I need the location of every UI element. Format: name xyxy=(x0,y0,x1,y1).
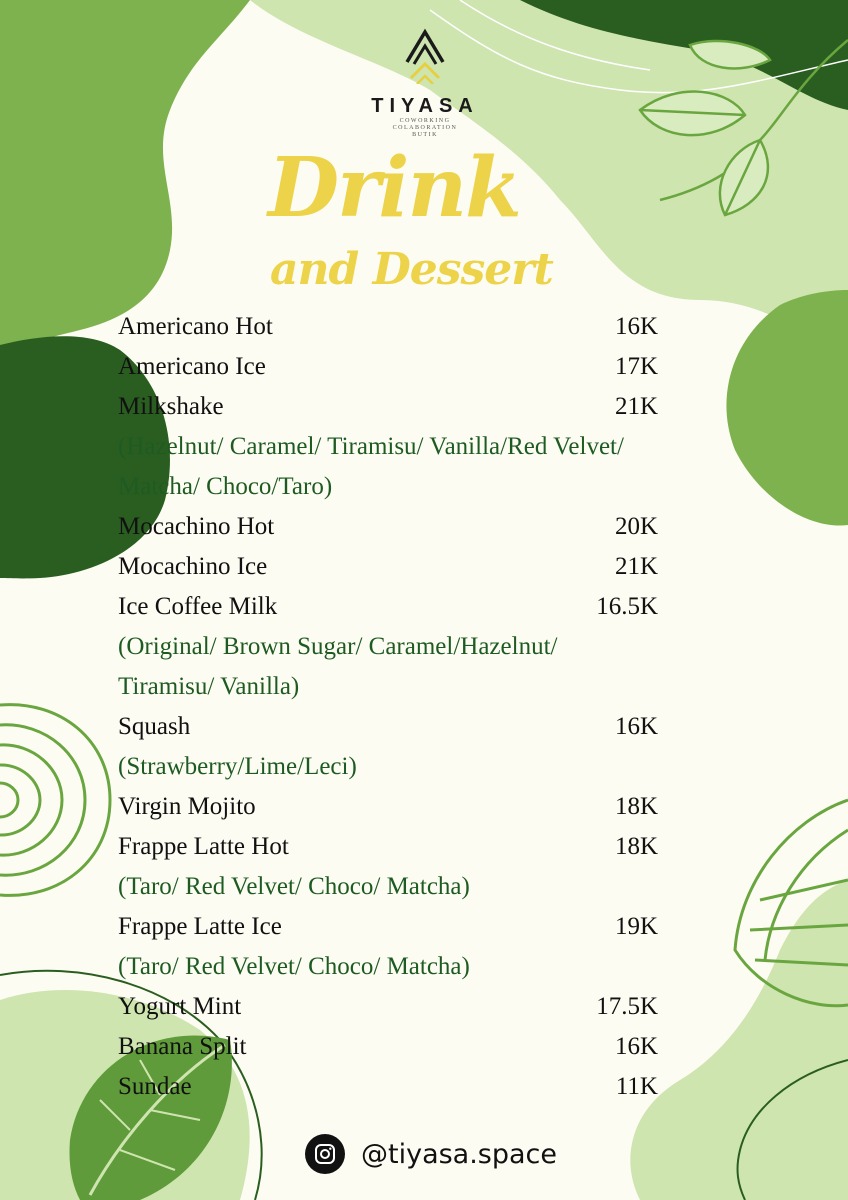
ring-pattern-left xyxy=(0,705,110,896)
brand-logo xyxy=(340,28,510,139)
menu-item-name: Banana Split xyxy=(118,1033,247,1060)
menu-item-options: (Original/ Brown Sugar/ Caramel/Hazelnut/ xyxy=(118,633,558,660)
menu-item-options: Matcha/ Choco/Taro) xyxy=(118,473,333,500)
menu-item xyxy=(118,987,658,1027)
menu-item-name: Sundae xyxy=(118,1073,192,1100)
menu-item-name: Squash xyxy=(118,713,191,740)
title-and-dessert: and Dessert xyxy=(270,244,553,295)
menu-item xyxy=(118,827,658,867)
menu-item xyxy=(118,707,658,747)
social-footer xyxy=(305,1134,557,1174)
menu-item-price: 18K xyxy=(614,833,658,860)
menu-item-price: 16.5K xyxy=(596,593,658,620)
menu-item-price: 19K xyxy=(614,913,658,940)
menu-item xyxy=(118,507,658,547)
mid-green-blob-right xyxy=(726,290,848,526)
menu-item-name: Yogurt Mint xyxy=(118,993,242,1020)
menu-item xyxy=(118,907,658,947)
title-drink: Drink xyxy=(268,140,520,236)
menu-item-price: 16K xyxy=(614,1033,658,1060)
menu-item-price: 16K xyxy=(614,313,658,340)
instagram-icon[interactable] xyxy=(305,1134,345,1174)
menu-item-price: 17.5K xyxy=(596,993,658,1020)
brand-name: TIYASA xyxy=(371,95,479,117)
menu-item-price: 21K xyxy=(614,553,658,580)
menu-item xyxy=(118,587,658,627)
menu-item-name: Mocachino Hot xyxy=(118,513,275,540)
menu-item-price: 11K xyxy=(615,1073,658,1100)
menu-item-name: Frappe Latte Hot xyxy=(118,833,289,860)
menu-item-name: Milkshake xyxy=(118,393,224,420)
menu-item-price: 20K xyxy=(614,513,658,540)
tiyasa-mountain-icon xyxy=(403,28,447,84)
menu-item-name: Ice Coffee Milk xyxy=(118,593,278,620)
brand-tagline-2: COLABORATION xyxy=(392,125,458,131)
menu-item-price: 16K xyxy=(614,713,658,740)
menu-item-price: 21K xyxy=(614,393,658,420)
menu-item xyxy=(118,387,658,427)
menu-item-price: 17K xyxy=(614,353,658,380)
menu-item xyxy=(118,347,658,387)
menu-item xyxy=(118,1027,658,1067)
brand-tagline-3: BUTIK xyxy=(412,132,438,138)
instagram-handle[interactable]: @tiyasa.space xyxy=(361,1138,558,1170)
menu-item-name: Virgin Mojito xyxy=(118,793,256,820)
menu-item-name: Americano Hot xyxy=(118,313,273,340)
menu-item-options: (Strawberry/Lime/Leci) xyxy=(118,753,357,780)
menu-item-options: (Hazelnut/ Caramel/ Tiramisu/ Vanilla/Red Velvet/ xyxy=(118,433,624,460)
menu-item-options: (Taro/ Red Velvet/ Choco/ Matcha) xyxy=(118,953,470,980)
brand-tagline-1: COWORKING xyxy=(399,118,451,124)
menu-item xyxy=(118,1067,658,1107)
menu-item-name: Americano Ice xyxy=(118,353,266,380)
menu-item-price: 18K xyxy=(614,793,658,820)
menu-item-options: Tiramisu/ Vanilla) xyxy=(118,673,300,700)
menu-item xyxy=(118,547,658,587)
menu-item xyxy=(118,787,658,827)
menu-item xyxy=(118,307,658,347)
menu-item-options: (Taro/ Red Velvet/ Choco/ Matcha) xyxy=(118,873,470,900)
mid-green-blob-left xyxy=(0,0,250,345)
menu-item-name: Frappe Latte Ice xyxy=(118,913,282,940)
menu-item-name: Mocachino Ice xyxy=(118,553,268,580)
menu-list xyxy=(118,307,658,1107)
